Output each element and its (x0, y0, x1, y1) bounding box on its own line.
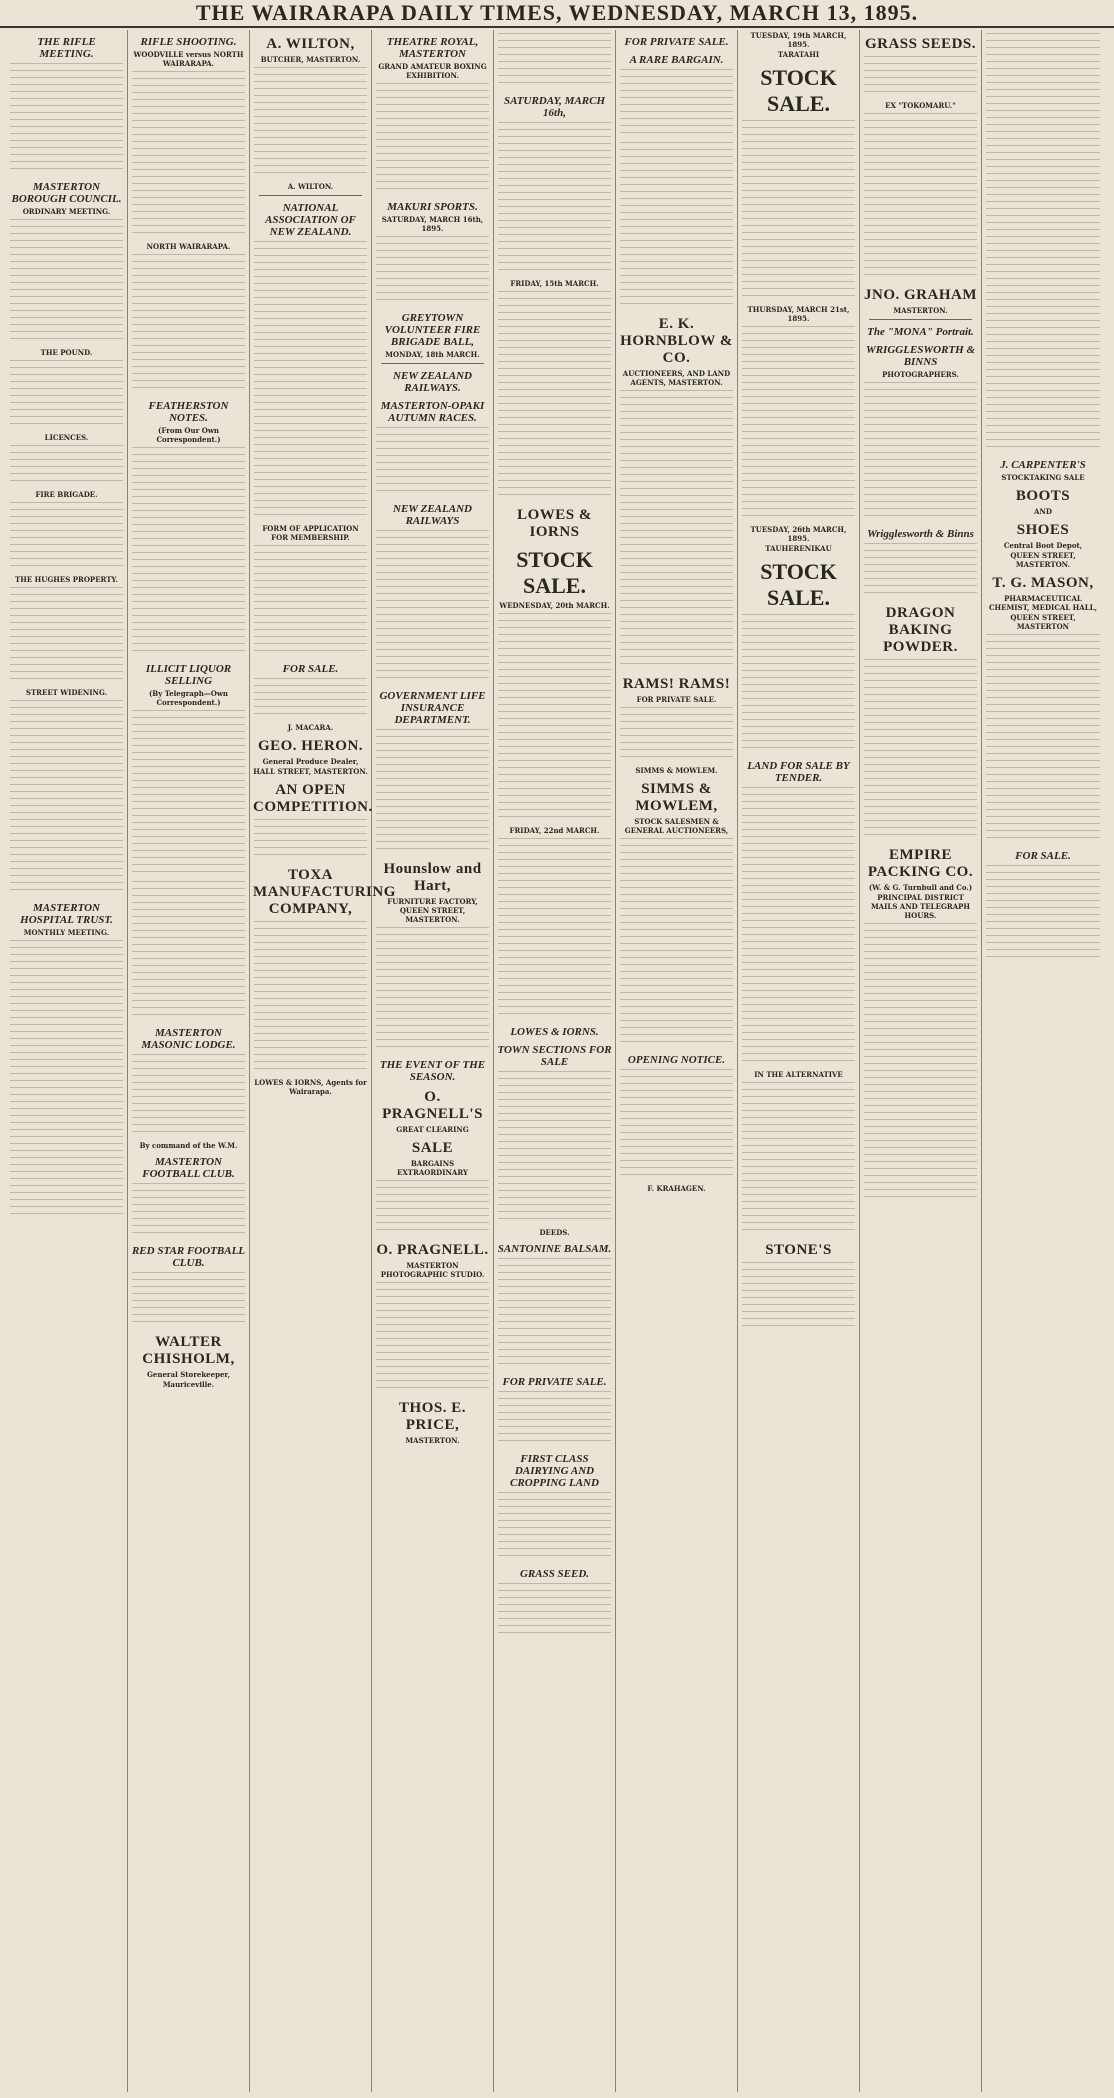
sub-heading: GREAT CLEARING (396, 1125, 469, 1134)
advert-heading: RIFLE SHOOTING. (140, 36, 237, 48)
body-text-block (10, 63, 123, 175)
advert-heading: TOXA MANUFACTURING COMPANY, (253, 867, 396, 917)
column-8 (860, 30, 982, 2092)
advert-heading: MASTERTON MASONIC LODGE. (141, 1027, 236, 1051)
advert-heading: GREYTOWN VOLUNTEER FIRE BRIGADE BALL, (384, 312, 481, 348)
advert-heading: LOWES & IORNS. (510, 1026, 599, 1038)
body-text-block (132, 1272, 245, 1328)
advert-heading: O. PRAGNELL. (376, 1242, 489, 1258)
column-4 (372, 30, 494, 2092)
sub-heading: General Produce Dealer, (262, 757, 359, 766)
sub-heading: MONDAY, 18th MARCH. (385, 350, 480, 359)
sub-heading: LICENCES. (44, 433, 89, 442)
body-text-block (498, 613, 611, 823)
body-text-block (864, 113, 977, 281)
advert-heading: NEW ZEALAND RAILWAYS. (393, 370, 472, 394)
column-rule (259, 195, 362, 196)
advert-heading: OPENING NOTICE. (627, 1054, 726, 1066)
advert-heading: NEW ZEALAND RAILWAYS (393, 503, 472, 527)
body-text-block (132, 710, 245, 878)
column-6 (616, 30, 738, 2092)
advert-heading: T. G. MASON, (992, 575, 1094, 591)
body-text-block (620, 142, 733, 310)
sub-heading: FIRE BRIGADE. (35, 490, 98, 499)
advert-heading: RED STAR FOOTBALL CLUB. (131, 1245, 246, 1269)
advert-heading: TOWN SECTIONS FOR SALE (497, 1044, 612, 1068)
sub-heading: SATURDAY, MARCH 16th, 1895. (381, 215, 484, 233)
body-text-block (10, 587, 123, 685)
body-text-block (620, 390, 733, 670)
sub-heading: PHARMACEUTICAL CHEMIST, MEDICAL HALL, (988, 594, 1098, 612)
body-text-block (864, 659, 977, 841)
body-text-block (498, 1583, 611, 1639)
column-9 (982, 30, 1104, 2092)
advert-heading: FOR SALE. (282, 663, 339, 675)
body-text-block (864, 56, 977, 98)
sub-heading: A. WILTON. (287, 182, 334, 191)
sub-heading: ORDINARY MEETING. (22, 207, 111, 216)
body-text-block (132, 1054, 245, 1138)
advert-heading: Hounslow and Hart, (383, 861, 482, 894)
body-text-block (376, 1282, 489, 1394)
sub-heading: FURNITURE FACTORY, QUEEN STREET, MASTERTON. (387, 897, 478, 924)
advert-heading: GOVERNMENT LIFE INSURANCE DEPARTMENT. (379, 690, 486, 726)
advert-heading: LOWES & IORNS (517, 507, 592, 540)
sub-heading: THURSDAY, MARCH 21st, 1895. (747, 305, 850, 323)
sub-heading: (From Our Own Correspondent.) (156, 426, 221, 444)
sub-heading: MASTERTON. (405, 1436, 460, 1445)
advert-heading: FIRST CLASS DAIRYING AND CROPPING LAND (510, 1453, 599, 1489)
sub-heading: STOCK SALESMEN & GENERAL AUCTIONEERS, (624, 817, 729, 835)
advert-heading: STONE'S (765, 1242, 832, 1258)
sub-heading: AND (1034, 507, 1052, 516)
body-text-block (498, 1492, 611, 1562)
body-text-block (742, 614, 855, 754)
body-text-block (864, 543, 977, 599)
sub-heading: GRAND AMATEUR BOXING EXHIBITION. (378, 62, 487, 80)
sub-heading: F. KRAHAGEN. (647, 1184, 706, 1193)
advert-heading: SIMMS & MOWLEM, (635, 781, 718, 814)
sub-heading: LOWES & IORNS, Agents for Wairarapa. (254, 1078, 367, 1096)
sub-heading: WOODVILLE versus NORTH WAIRARAPA. (133, 50, 244, 68)
sub-heading: PRINCIPAL DISTRICT MAILS AND TELEGRAPH HOURS. (870, 893, 971, 920)
body-text-block (620, 1069, 733, 1181)
advert-heading: WALTER CHISHOLM, (142, 1334, 235, 1367)
body-text-block (10, 940, 123, 1220)
body-text-block (10, 502, 123, 572)
body-text-block (742, 1262, 855, 1332)
sub-heading: STREET WIDENING. (25, 688, 108, 697)
sub-heading: PHOTOGRAPHERS. (882, 370, 959, 379)
advert-heading: J. CARPENTER'S (1000, 459, 1086, 471)
advert-heading: FOR PRIVATE SALE. (502, 1376, 607, 1388)
body-text-block (376, 427, 489, 497)
advert-heading: MASTERTON BOROUGH COUNCIL. (11, 181, 122, 205)
body-text-block (986, 33, 1100, 453)
advert-heading: GRASS SEED. (519, 1568, 590, 1580)
advert-heading: THOS. E. PRICE, (399, 1400, 466, 1433)
advert-heading: THE RIFLE MEETING. (37, 36, 96, 60)
body-text-block (742, 1082, 855, 1236)
body-text-block (620, 838, 733, 1048)
advert-heading: FOR PRIVATE SALE. (624, 36, 729, 48)
advert-heading: GRASS SEEDS. (864, 36, 977, 52)
sub-heading: MASTERTON PHOTOGRAPHIC STUDIO. (380, 1261, 485, 1279)
body-text-block (376, 83, 489, 195)
body-text-block (498, 1071, 611, 1225)
sub-heading: THE POUND. (40, 348, 93, 357)
body-text-block (376, 236, 489, 306)
column-7 (738, 30, 860, 2092)
body-text-block (498, 122, 611, 276)
advert-heading: A. WILTON, (266, 36, 355, 52)
advert-heading: A RARE BARGAIN. (629, 54, 724, 66)
body-text-block (376, 729, 489, 855)
body-text-block (10, 360, 123, 430)
advert-heading: SATURDAY, MARCH 16th, (503, 95, 606, 119)
sub-heading: THE HUGHES PROPERTY. (15, 575, 118, 584)
advert-heading: STOCK SALE. (760, 65, 837, 116)
sub-heading: TARATAHI (777, 50, 820, 59)
advert-heading: O. PRAGNELL'S (382, 1089, 483, 1122)
sub-heading: TAUHERENIKAU (765, 544, 832, 553)
sub-heading: NORTH WAIRARAPA. (146, 242, 231, 251)
columns (6, 30, 1108, 2092)
body-text-block (498, 1258, 611, 1370)
advert-heading: MASTERTON FOOTBALL CLUB. (142, 1156, 235, 1180)
advert-heading: FOR SALE. (1015, 850, 1071, 862)
body-text-block (254, 545, 367, 657)
column-rule (869, 319, 972, 320)
sub-heading: SIMMS & MOWLEM. (635, 766, 718, 775)
body-text-block (498, 33, 611, 89)
body-text-block (376, 530, 489, 684)
body-text-block (376, 1180, 489, 1236)
sub-heading: Mauriceville. (162, 1380, 215, 1389)
sub-heading: Central Boot Depot, (1003, 541, 1083, 550)
sub-heading: STOCKTAKING SALE (1001, 473, 1085, 482)
advert-heading: MASTERTON-OPAKI AUTUMN RACES. (380, 400, 485, 424)
body-text-block (620, 707, 733, 763)
column-2 (128, 30, 250, 2092)
advert-heading: The "MONA" Portrait. (867, 326, 974, 338)
sub-heading: FORM OF APPLICATION FOR MEMBERSHIP. (262, 524, 359, 542)
sub-heading: J. MACARA. (287, 723, 334, 732)
advert-heading: GEO. HERON. (257, 738, 364, 754)
body-text-block (132, 71, 245, 239)
advert-heading: LAND FOR SALE BY TENDER. (747, 760, 850, 784)
advert-heading: SANTONINE BALSAM. (497, 1243, 612, 1255)
sub-heading: FRIDAY, 15th MARCH. (510, 279, 599, 288)
body-text-block (986, 634, 1100, 844)
body-text-block (132, 447, 245, 657)
advert-heading: BOOTS (1015, 488, 1071, 504)
advert-heading: RAMS! RAMS! (622, 676, 731, 692)
body-text-block (498, 838, 611, 1020)
column-rule (381, 363, 484, 364)
masthead (0, 0, 1114, 28)
body-text-block (254, 819, 367, 861)
body-text-block (498, 291, 611, 501)
sub-heading: QUEEN STREET, MASTERTON (1010, 613, 1076, 631)
sub-heading: TUESDAY, 26th MARCH, 1895. (750, 525, 847, 543)
body-text-block (986, 865, 1100, 963)
body-text-block (10, 445, 123, 487)
sub-heading: WEDNESDAY, 20th MARCH. (499, 601, 610, 610)
sub-heading: BUTCHER, MASTERTON. (260, 55, 361, 64)
sub-heading: DEEDS. (539, 1228, 570, 1237)
body-text-block (498, 1391, 611, 1447)
sub-heading: AUCTIONEERS, AND LAND AGENTS, MASTERTON. (622, 369, 731, 387)
sub-heading: IN THE ALTERNATIVE (754, 1070, 843, 1079)
advert-heading: THEATRE ROYAL, MASTERTON (386, 36, 479, 60)
body-text-block (376, 927, 489, 1053)
advert-heading: JNO. GRAHAM (864, 287, 977, 303)
sub-heading: By command of the W.M. (139, 1141, 238, 1150)
sub-heading: TUESDAY, 19th MARCH, 1895. (750, 31, 847, 49)
advert-heading: E. K. HORNBLOW & CO. (620, 316, 733, 366)
advert-heading: MASTERTON HOSPITAL TRUST. (20, 902, 113, 926)
advert-heading: Wrigglesworth & Binns (867, 528, 974, 540)
sub-heading: HALL STREET, MASTERTON. (253, 767, 368, 776)
sub-heading: EX "TOKOMARU." (885, 101, 956, 110)
body-text-block (620, 69, 733, 139)
sub-heading: General Storekeeper, (146, 1370, 231, 1379)
masthead-title: THE WAIRARAPA DAILY TIMES, WEDNESDAY, MARCH 13, 1895. (195, 0, 919, 25)
sub-heading: BARGAINS EXTRAORDINARY (397, 1159, 468, 1177)
body-text-block (864, 382, 977, 522)
sub-heading: QUEEN STREET, MASTERTON. (1010, 551, 1076, 569)
body-text-block (742, 120, 855, 302)
advert-heading: FEATHERSTON NOTES. (148, 400, 229, 424)
advert-heading: ILLICIT LIQUOR SELLING (145, 663, 232, 687)
sub-heading: (By Telegraph—Own Correspondent.) (148, 689, 229, 707)
body-text-block (10, 700, 123, 896)
sub-heading: FOR PRIVATE SALE. (636, 695, 717, 704)
body-text-block (10, 219, 123, 345)
advert-heading: SALE (411, 1140, 454, 1156)
body-text-block (132, 254, 245, 394)
body-text-block (254, 678, 367, 720)
body-text-block (132, 881, 245, 1021)
advert-heading: THE EVENT OF THE SEASON. (379, 1059, 486, 1083)
advert-heading: STOCK SALE. (760, 559, 837, 610)
sub-heading: (W. & G. Turnbull and Co.) (868, 883, 973, 892)
advert-heading: SHOES (1016, 522, 1070, 538)
advert-heading: AN OPEN COMPETITION. (253, 782, 373, 815)
column-5 (494, 30, 616, 2092)
advert-heading: MAKURI SPORTS. (387, 201, 478, 213)
body-text-block (864, 923, 977, 1203)
advert-heading: NATIONAL ASSOCIATION OF NEW ZEALAND. (265, 202, 356, 238)
sub-heading: MASTERTON. (893, 306, 948, 315)
body-text-block (132, 1183, 245, 1239)
body-text-block (254, 241, 367, 521)
sub-heading: FRIDAY, 22nd MARCH. (509, 826, 600, 835)
body-text-block (742, 326, 855, 522)
body-text-block (254, 921, 367, 1075)
advert-heading: STOCK SALE. (516, 547, 593, 598)
advert-heading: EMPIRE PACKING CO. (867, 847, 974, 880)
advert-heading: DRAGON BAKING POWDER. (883, 605, 958, 655)
body-text-block (254, 67, 367, 179)
column-1 (6, 30, 128, 2092)
sub-heading: MONTHLY MEETING. (23, 928, 110, 937)
column-3 (250, 30, 396, 2092)
body-text-block (742, 787, 855, 1067)
advert-heading: WRIGGLESWORTH & BINNS (865, 344, 976, 368)
